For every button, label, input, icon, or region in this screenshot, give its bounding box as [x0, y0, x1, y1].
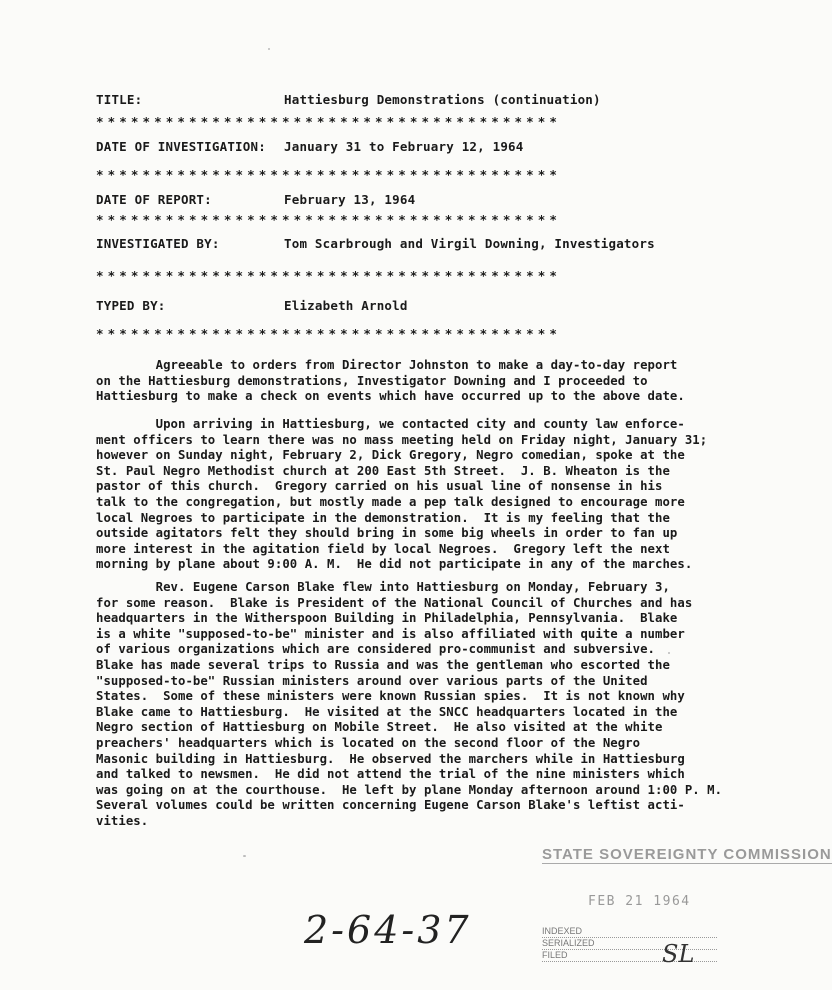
separator-5: ****************************************: [96, 326, 562, 341]
paragraph-blake: Rev. Eugene Carson Blake flew into Hattiesburg on Monday, February 3, for some reason. Blake is President of the National Council of Churches and has headquarters in the Witherspoon Building in Philadelphia, Pennsylvania. Blake is a white "supposed-to-be" minister and is also affiliated with quite a number of various organizations which are considered pro-communist and subversive. Blake has made several trips to Russia and was the gentleman who escorted the "supposed-to-be" Russian ministers around over various parts of the United States. Some of these ministers were known Russian spies. It is not known why Blake came to Hattiesburg. He visited at the SNCC headquarters located in the Negro section of Hattiesburg on Mobile Street. He also visited at the white preachers' headquarters which is located on the second floor of the Negro Masonic building in Hattiesburg. He observed the marchers while in Hattiesburg and talked to newsmen. He did not attend the trial of the nine ministers which was going on at the courthouse. He left by plane Monday afternoon around 1:00 P. M. Several volumes could be written concerning Eugene Carson Blake's leftist acti- vities.: [96, 580, 723, 828]
date-report-value: February 13, 1964: [284, 192, 416, 207]
separator-4: ****************************************: [96, 268, 562, 283]
title-label: TITLE:: [96, 92, 143, 107]
handwritten-initials: SL: [662, 940, 695, 968]
stamp-indexed: INDEXED: [542, 926, 717, 938]
stamp-filed: FILED: [542, 950, 717, 962]
typed-by-label: TYPED BY:: [96, 298, 166, 313]
paper-speck: [243, 855, 246, 857]
date-investigation-label: DATE OF INVESTIGATION:: [96, 139, 266, 154]
stamp-title: STATE SOVEREIGNTY COMMISSION: [542, 846, 832, 863]
separator-3: ****************************************: [96, 212, 562, 227]
separator-1: ****************************************: [96, 114, 562, 129]
stamp-date: FEB 21 1964: [588, 894, 691, 909]
paragraph-gregory: Upon arriving in Hattiesburg, we contacted city and county law enforce- ment officers to learn there was no mass meeting held on Friday night, January 31; however on Sunday night, February 2, Dick Gregory, Negro comedian, spoke at the St. Paul Negro Methodist church at 200 East 5th Street. J. B. Wheaton is the pastor of this church. Gregory carried on his usual line of nonsense in his talk to the congregation, but mostly made a pep talk designed to encourage more local Negroes to participate in the demonstration. It is my feeling that the outside agitators felt they should bring in some big wheels in order to fan up more interest in the agitation field by local Negroes. Gregory left the next morning by plane about 9:00 A. M. He did not participate in any of the marches.: [96, 417, 708, 572]
typed-by-value: Elizabeth Arnold: [284, 298, 408, 313]
date-investigation-value: January 31 to February 12, 1964: [284, 139, 524, 154]
investigated-by-value: Tom Scarbrough and Virgil Downing, Investigators: [284, 236, 655, 251]
handwritten-file-number: 2-64-37: [304, 908, 472, 952]
received-stamp: [538, 840, 832, 980]
date-report-label: DATE OF REPORT:: [96, 192, 212, 207]
paper-speck: [668, 652, 670, 654]
title-value: Hattiesburg Demonstrations (continuation): [284, 92, 601, 107]
paper-speck: [268, 48, 270, 50]
paragraph-orders: Agreeable to orders from Director Johnston to make a day-to-day report on the Hattiesburg demonstrations, Investigator Downing and I proceeded to Hattiesburg to make a check on events which have occurred up to the above date.: [96, 358, 685, 404]
separator-2: ****************************************: [96, 167, 562, 182]
stamp-serialized: SERIALIZED: [542, 938, 717, 950]
investigated-by-label: INVESTIGATED BY:: [96, 236, 220, 251]
